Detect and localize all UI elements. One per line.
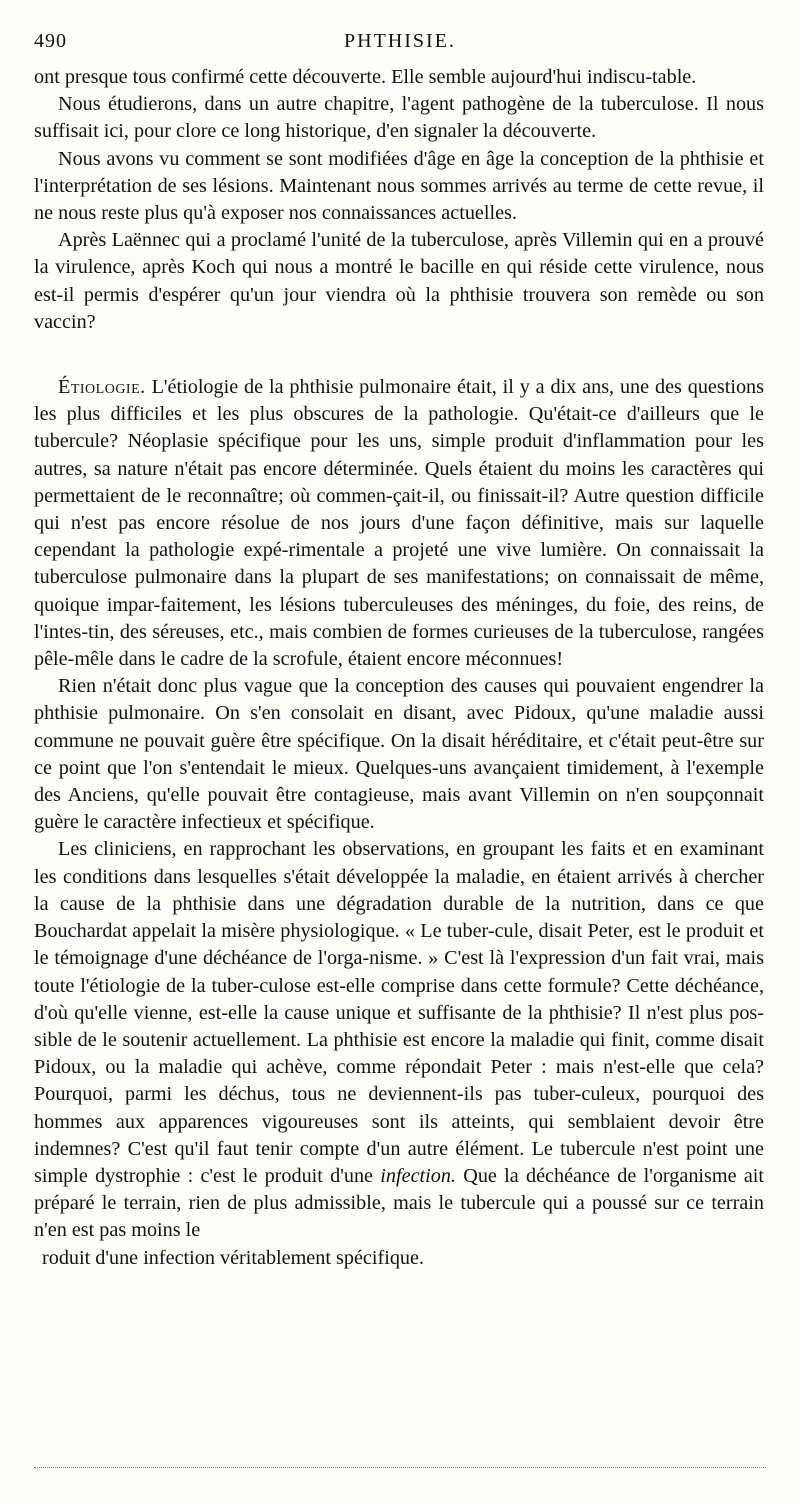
etiologie-paragraph	[34, 374, 764, 673]
italic-infection: infection.	[380, 1164, 456, 1187]
running-title: PHTHISIE.	[344, 30, 456, 52]
paragraph-agent-pathogene: Nous étudierons, dans un autre chapitre, l'agent pathogène de la tuberculose. Il nous suffisait ici, pour clore ce long historique, d'en signaler la découverte.	[34, 93, 764, 143]
section-heading: Étiologie.	[58, 376, 146, 399]
paragraph-laennec: Après Laënnec qui a proclamé l'unité de la tuberculose, après Villemin qui en a prouvé la virulence, après Koch qui nous a montré le bacille en qui réside cette virulence, nous est-il permis d'espérer qu'un jour viendra où la phthisie trouvera son remède ou son vaccin?	[34, 229, 764, 333]
paragraph-cliniciens	[34, 836, 764, 1244]
etiologie-text: L'étiologie de la phthisie pulmonaire était, il y a dix ans, une des questions les plus difficiles et les plus obscures de la pathologie. Qu'était-ce d'ailleurs que le tubercule? Néoplasie spécifique pour les uns, simple produit d'inflammation pour les autres, sa nature n'était pas encore déterminée. Quels étaient du moins les caractères qui permettaient de le reconnaître; où commen-çait-il, ou finissait-il? Autre question difficile qui n'est pas encore résolue de nos jours d'une façon définitive, mais sur laquelle cependant la pathologie expé-rimentale a projeté une vive lumière. On connaissait la tuberculose pulmonaire dans la plupart de ses manifestations; on connaissait de même, quoique impar-faitement, les lésions tuberculeuses des méninges, du foie, des reins, de l'intes-tin, des séreuses, etc., mais combien de formes curieuses de la tuberculose, rangées pêle-mêle dans le cadre de la scrofule, étaient encore méconnues!	[34, 376, 765, 671]
paragraph-conception: Nous avons vu comment se sont modifiées d'âge en âge la conception de la phthisie et l'interprétation de ses lésions. Maintenant nous sommes arrivés au terme de cette revue, il ne nous reste plus qu'à exposer nos connaissances actuelles.	[34, 147, 764, 225]
page-number: 490	[34, 30, 67, 52]
body-text	[34, 64, 764, 1272]
paragraph-continued: ont presque tous confirmé cette découverte. Elle semble aujourd'hui indiscu-table.	[34, 66, 697, 88]
cliniciens-text: Les cliniciens, en rapprochant les observations, en groupant les faits et en examinant les conditions dans lesquelles s'était développée la maladie, en étaient arrivés à chercher la cause de la phthisie dans une dégradation durable de la nutrition, dans ce que Bouchardat appelait la misère physiologique. « Le tuber-cule, disait Peter, est le produit et le témoignage d'une déchéance de l'orga-nisme. » C'est là l'expression d'un fait vrai, mais toute l'étiologie de la tuber-culose est-elle comprise dans cette formule? Cette déchéance, d'où qu'elle vienne, est-elle la cause unique et suffisante de la phthisie? Il n'est plus pos-sible de le soutenir actuellement. La phthisie est encore la maladie qui finit, comme disait Pidoux, ou la maladie qui achève, comme répondait Peter : mais n'est-elle que cela? Pourquoi, parmi les déchus, tous ne deviennent-ils pas tuber-culeux, pourquoi des hommes aux apparences vigoureuses sont ils atteints, qui semblaient devoir être indemnes? C'est qu'il faut tenir compte d'un autre élément. Le tubercule n'est point une simple dystrophie : c'est le produit d'une	[34, 838, 764, 1187]
footer-dotted-rule	[34, 1467, 766, 1468]
page-header	[34, 30, 766, 58]
paragraph-final-line: roduit d'une infection véritablement spécifique.	[42, 1246, 425, 1269]
cliniciens-text-end: Que la déchéance de l'organisme ait préparé le terrain, rien de plus admissible, mais le tubercule qui a poussé sur ce terrain n'en est pas moins le	[34, 1164, 765, 1242]
paragraph-rien-vague: Rien n'était donc plus vague que la conception des causes qui pouvaient engendrer la phthisie pulmonaire. On s'en consolait en disant, avec Pidoux, qu'une maladie aussi commune ne pouvait guère être spécifique. On la disait héréditaire, et c'était peut-être sur ce point que l'on s'entendait le mieux. Quelques-uns avançaient timidement, à l'exemple des Anciens, qu'elle pouvait être contagieuse, mais avant Villemin on n'en soupçonnait guère le caractère infectieux et spécifique.	[34, 675, 764, 834]
